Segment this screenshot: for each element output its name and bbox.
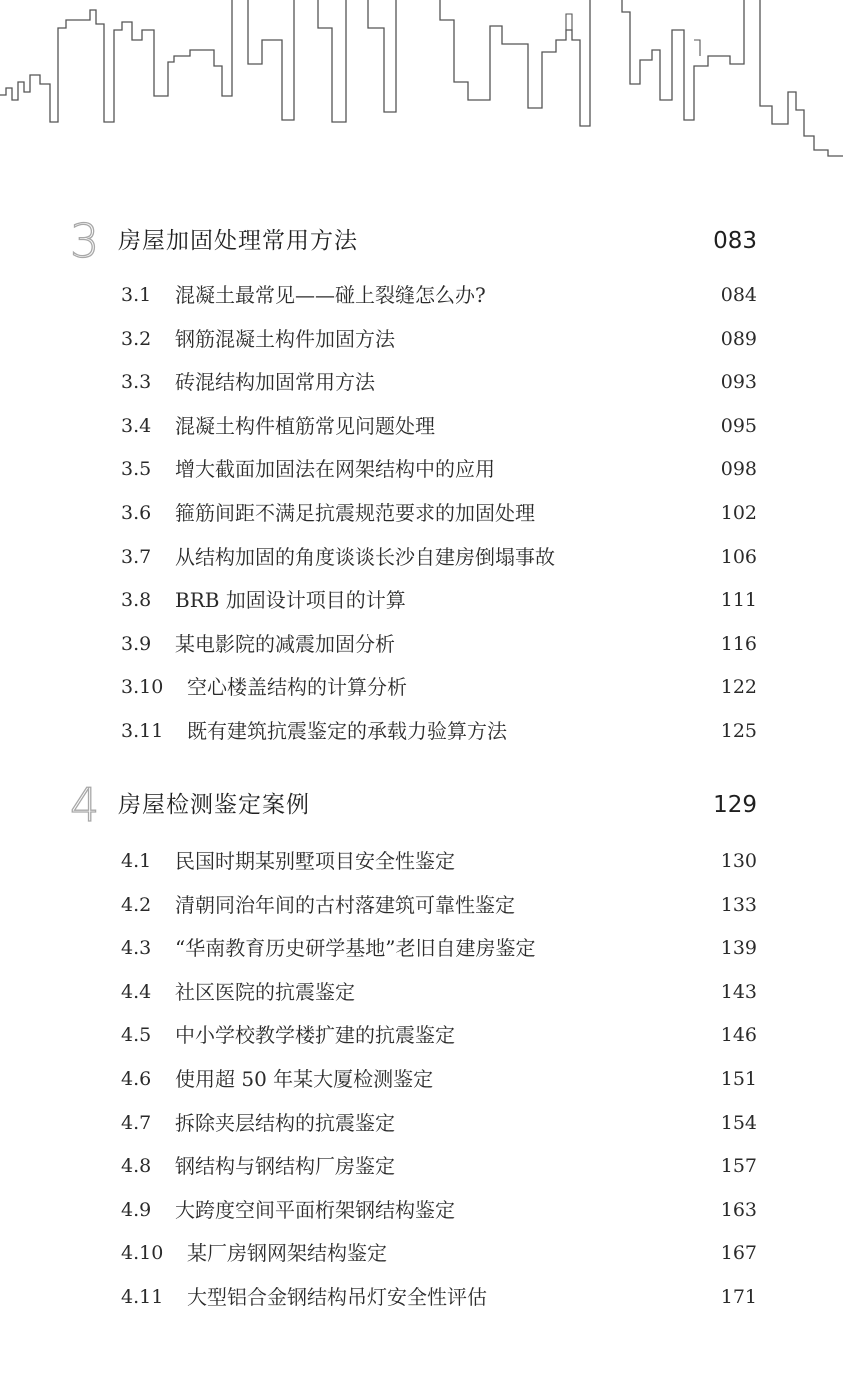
toc-entry[interactable] (0, 710, 843, 754)
section-page: 171 (720, 1285, 757, 1308)
section-title: 空心楼盖结构的计算分析 (187, 675, 407, 700)
section-number: 4.11 (121, 1285, 164, 1308)
section-number: 3.9 (121, 632, 152, 655)
section-number: 3.4 (121, 414, 152, 437)
section-number: 4.2 (121, 893, 152, 916)
section-title: 拆除夹层结构的抗震鉴定 (175, 1110, 395, 1135)
section-number: 4.1 (121, 850, 152, 872)
section-title: 某厂房钢网架结构鉴定 (187, 1241, 387, 1266)
section-title: BRB 加固设计项目的计算 (175, 588, 406, 613)
toc-entry[interactable] (0, 1232, 843, 1276)
section-number: 4.8 (121, 1155, 152, 1178)
section-title: 砖混结构加固常用方法 (175, 370, 375, 395)
section-number: 3.11 (121, 719, 164, 742)
toc-entry[interactable] (0, 1014, 843, 1058)
section-number: 4.4 (121, 980, 152, 1003)
section-page: 139 (720, 937, 757, 960)
section-number: 3.6 (121, 501, 152, 524)
section-list (0, 274, 843, 754)
section-title: 大型铝合金钢结构吊灯安全性评估 (187, 1284, 487, 1309)
section-number: 4.10 (121, 1242, 164, 1265)
section-number: 3.5 (121, 458, 152, 481)
section-page: 163 (720, 1198, 757, 1221)
chapter-page: 129 (713, 792, 757, 818)
section-page: 133 (720, 893, 757, 916)
section-number: 3.10 (121, 676, 164, 699)
section-page: 130 (720, 850, 757, 872)
section-number: 3.7 (121, 545, 152, 568)
section-title: 清朝同治年间的古村落建筑可靠性鉴定 (175, 892, 515, 917)
section-number: 3.2 (121, 327, 152, 350)
section-title: 民国时期某别墅项目安全性鉴定 (175, 849, 455, 873)
section-title: 社区医院的抗震鉴定 (175, 979, 355, 1004)
toc-entry[interactable] (0, 579, 843, 623)
section-page: 167 (720, 1242, 757, 1265)
section-title: 大跨度空间平面桁架钢结构鉴定 (175, 1197, 455, 1222)
section-page: 146 (720, 1024, 757, 1047)
section-page: 093 (720, 371, 757, 394)
section-page: 157 (720, 1155, 757, 1178)
chapter-number: 3 (70, 214, 100, 268)
section-page: 154 (720, 1111, 757, 1134)
toc-entry[interactable] (0, 1189, 843, 1233)
section-title: 中小学校教学楼扩建的抗震鉴定 (175, 1023, 455, 1048)
toc-entry[interactable] (0, 1102, 843, 1146)
section-number: 3.3 (121, 371, 152, 394)
section-title: 某电影院的减震加固分析 (175, 631, 395, 656)
section-title: 使用超 50 年某大厦检测鉴定 (175, 1066, 434, 1091)
section-page: 084 (720, 284, 757, 306)
section-title: 钢结构与钢结构厂房鉴定 (175, 1154, 395, 1179)
toc-entry[interactable] (0, 361, 843, 405)
chapter-number: 4 (70, 778, 100, 832)
skyline-illustration (0, 0, 843, 160)
toc-entry[interactable] (0, 274, 843, 318)
toc-entry[interactable] (0, 1058, 843, 1102)
toc-entry[interactable] (0, 666, 843, 710)
section-title: 既有建筑抗震鉴定的承载力验算方法 (187, 718, 507, 743)
section-number: 4.5 (121, 1024, 152, 1047)
section-page: 102 (720, 501, 757, 524)
toc-entry[interactable] (0, 1276, 843, 1320)
toc-entry[interactable] (0, 884, 843, 928)
section-title: “华南教育历史研学基地”老旧自建房鉴定 (175, 936, 536, 961)
section-page: 151 (720, 1067, 757, 1090)
chapter-heading[interactable] (0, 213, 843, 269)
section-number: 4.7 (121, 1111, 152, 1134)
toc-entry[interactable] (0, 971, 843, 1015)
section-page: 125 (720, 719, 757, 742)
toc-entry[interactable] (0, 448, 843, 492)
toc-entry[interactable] (0, 318, 843, 362)
section-page: 095 (720, 414, 757, 437)
section-number: 4.6 (121, 1067, 152, 1090)
section-page: 098 (720, 458, 757, 481)
section-title: 混凝土最常见——碰上裂缝怎么办? (175, 283, 486, 307)
section-page: 143 (720, 980, 757, 1003)
toc-entry[interactable] (0, 840, 843, 884)
section-number: 4.9 (121, 1198, 152, 1221)
toc-entry[interactable] (0, 492, 843, 536)
section-title: 从结构加固的角度谈谈长沙自建房倒塌事故 (175, 544, 555, 569)
toc-entry[interactable] (0, 405, 843, 449)
section-page: 122 (720, 676, 757, 699)
toc-entry[interactable] (0, 536, 843, 580)
section-title: 钢筋混凝土构件加固方法 (175, 326, 395, 351)
section-title: 增大截面加固法在网架结构中的应用 (175, 457, 495, 482)
section-page: 089 (720, 327, 757, 350)
section-number: 3.8 (121, 589, 152, 612)
section-title: 混凝土构件植筋常见问题处理 (175, 413, 435, 438)
section-page: 106 (720, 545, 757, 568)
toc-entry[interactable] (0, 927, 843, 971)
toc-entry[interactable] (0, 623, 843, 667)
section-number: 3.1 (121, 284, 152, 306)
chapter-page: 083 (713, 228, 757, 254)
section-page: 111 (720, 589, 757, 612)
section-title: 箍筋间距不满足抗震规范要求的加固处理 (175, 500, 535, 525)
section-list (0, 840, 843, 1320)
chapter-heading[interactable] (0, 777, 843, 833)
toc-entry[interactable] (0, 1145, 843, 1189)
chapter-title: 房屋加固处理常用方法 (118, 228, 358, 254)
section-number: 4.3 (121, 937, 152, 960)
chapter-title: 房屋检测鉴定案例 (118, 792, 310, 818)
section-page: 116 (720, 632, 757, 655)
